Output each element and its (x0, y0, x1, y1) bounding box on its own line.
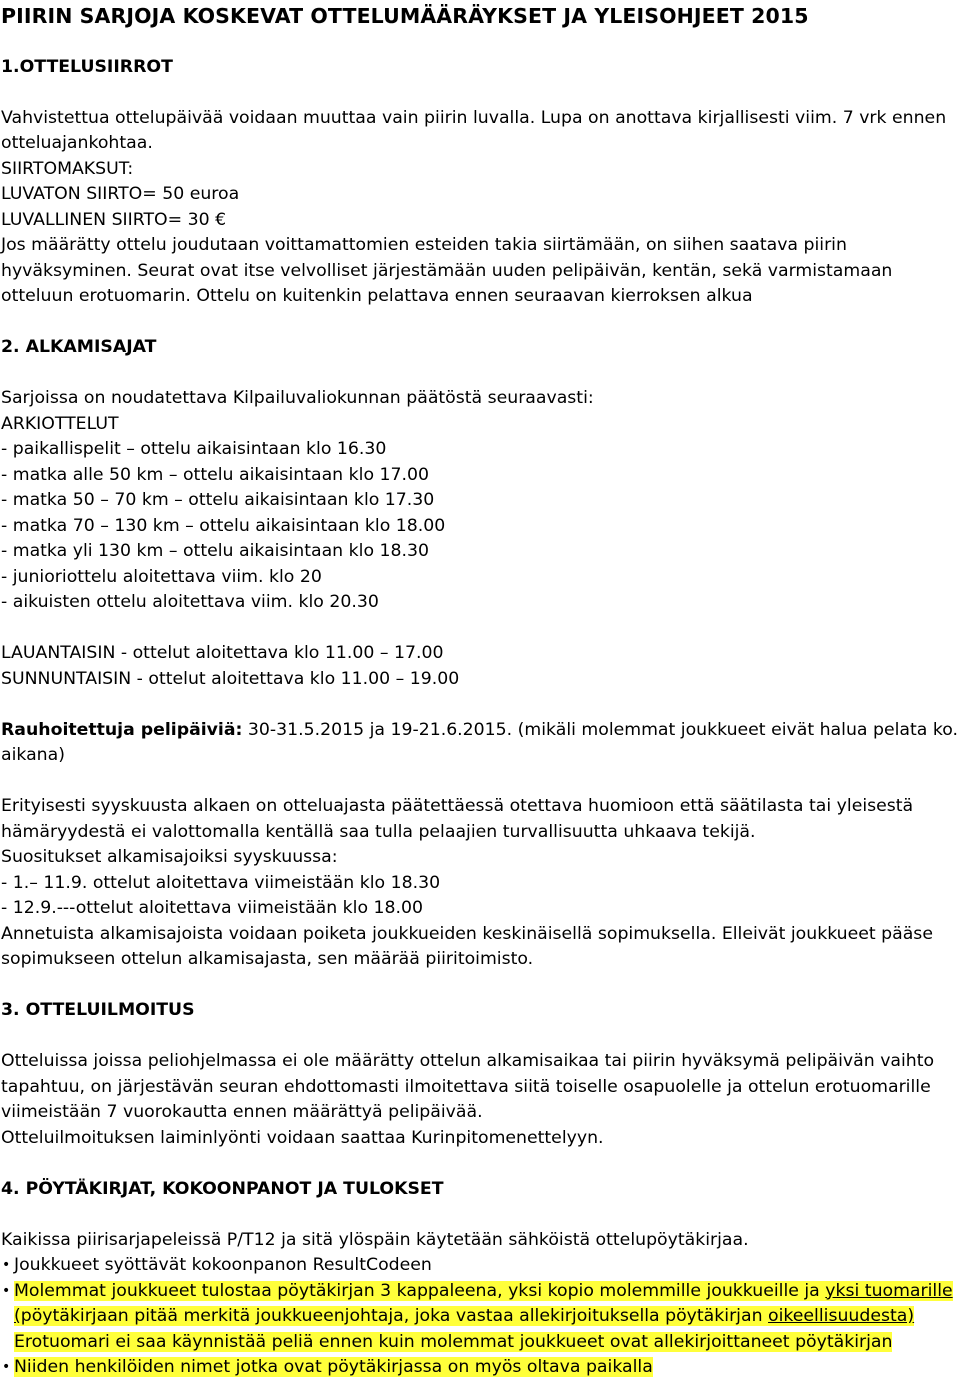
highlighted-text: Niiden henkilöiden nimet jotka ovat pöytäkirjassa on myös oltava paikalla (14, 1357, 653, 1377)
rest-days-label: Rauhoitettuja pelipäiviä: (1, 719, 243, 740)
highlighted-text: Erotuomari ei saa käynnistää peliä ennen kuin molemmat joukkueet ovat allekirjoittaneet pöytäkirjan (14, 1331, 893, 1352)
section-3-paragraph-2: Otteluilmoituksen laiminlyönti voidaan saattaa Kurinpitomenettelyyn. (1, 1127, 604, 1148)
weekday-rule: - matka yli 130 km – ottelu aikaisintaan klo 18.30 (1, 541, 429, 561)
weekday-label: ARKIOTTELUT (1, 413, 119, 434)
autumn-paragraph: Erityisesti syyskuusta alkaen on otteluajasta päätettäessä otettava huomioon että säätilasta tai yleisestä hämäryydestä ei valottomalla kentällä saa tulla pelaajien turvallisuutta uhkaava tekijä. (1, 796, 914, 842)
weekday-rule: - paikallispelit – ottelu aikaisintaan klo 16.30 (1, 439, 387, 459)
autumn-rule: - 12.9.---ottelut aloitettava viimeistään klo 18.00 (1, 898, 423, 918)
weekday-rule: - matka alle 50 km – ottelu aikaisintaan klo 17.00 (1, 464, 429, 485)
bullet-icon: • (2, 1359, 11, 1375)
bullet-icon: • (2, 1257, 11, 1273)
weekday-rule: - aikuisten ottelu aloitettava viim. klo 20.30 (1, 592, 379, 612)
transfer-fee-unauthorized: LUVATON SIIRTO= 50 euroa (1, 184, 240, 204)
underlined-highlighted-text: oikeellisuudesta) (768, 1306, 915, 1326)
bullet-icon: • (2, 1282, 11, 1299)
list-item-text: Joukkueet syöttävät kokoonpanon ResultCodeen (14, 1255, 432, 1275)
weekday-rule: - matka 70 – 130 km – ottelu aikaisintaan klo 18.00 (1, 515, 446, 536)
section-2-intro: Sarjoissa on noudatettava Kilpailuvaliokunnan päätöstä seuraavasti: (1, 388, 594, 408)
highlighted-text: pöytäkirjaan pitää merkitä joukkueenjohtaja, joka vastaa allekirjoituksella pöytäkirjan (20, 1306, 769, 1326)
autumn-rule: - 1.– 11.9. ottelut aloitettava viimeistään klo 18.30 (1, 872, 441, 893)
transfer-fee-authorized: LUVALLINEN SIIRTO= 30 € (1, 209, 227, 230)
deviation-paragraph: Annetuista alkamisajoista voidaan poiketa joukkueiden keskinäisellä sopimuksella. Elleivät joukkueet pääse sopimukseen ottelun alkamisajasta, sen määrää piiritoimisto. (1, 923, 933, 969)
section-1-heading: 1.OTTELUSIIRROT (1, 56, 173, 77)
sunday-rule: SUNNUNTAISIN - ottelut aloitettava klo 11.00 – 19.00 (1, 668, 460, 689)
protocol-bullet-list (1, 1253, 960, 1381)
section-2-heading: 2. ALKAMISAJAT (1, 337, 157, 357)
saturday-rule: LAUANTAISIN - ottelut aloitettava klo 11.00 – 17.00 (1, 643, 444, 663)
weekday-rule: - junioriottelu aloitettava viim. klo 20 (1, 566, 322, 587)
section-3-heading: 3. OTTELUILMOITUS (1, 1000, 195, 1020)
section-3-paragraph-1: Otteluissa joissa peliohjelmassa ei ole määrätty ottelun alkamisaikaa tai piirin hyväksymä pelipäivän vaihto tapahtuu, on järjestävän seuran ehdottomasti ilmoitettava siitä toiselle osapuolelle ja ottelun erotuomarille viimeistään 7 vuorokautta ennen määrättyä pelipäivää. (1, 1051, 935, 1122)
rest-days-text: 30-31.5.2015 ja 19-21.6.2015. (mikäli molemmat joukkueet eivät halua pelata ko. aikana) (1, 719, 958, 765)
list-item (1, 1279, 960, 1356)
autumn-label: Suositukset alkamisajoiksi syyskuussa: (1, 847, 338, 867)
weekday-rule: - matka 50 – 70 km – ottelu aikaisintaan klo 17.30 (1, 490, 435, 510)
highlighted-text: Molemmat joukkueet tulostaa pöytäkirjan 3 kappaleena, yksi kopio molemmille joukkueille ja (14, 1280, 826, 1301)
document-title: PIIRIN SARJOJA KOSKEVAT OTTELUMÄÄRÄYKSET JA YLEISOHJEET 2015 (1, 4, 809, 28)
underlined-highlighted-text: yksi tuomarille ( (14, 1280, 953, 1326)
section-4-intro: Kaikissa piirisarjapeleissä P/T12 ja sitä ylöspäin käytetään sähköistä ottelupöytäkirjaa. (1, 1229, 749, 1250)
rest-days-paragraph (1, 718, 960, 769)
section-4-heading: 4. PÖYTÄKIRJAT, KOKOONPANOT JA TULOKSET (1, 1178, 444, 1199)
section-1-paragraph-2: Jos määrätty ottelu joudutaan voittamattomien esteiden takia siirtämään, on siihen saatava piirin hyväksyminen. Seurat ovat itse velvolliset järjestämään uuden pelipäivän, kentän, sekä varmistamaan otteluun erotuomarin. Ottelu on kuitenkin pelattava ennen seuraavan kierroksen alkua (1, 235, 893, 306)
list-item (1, 1253, 960, 1279)
section-1-paragraph-1: Vahvistettua ottelupäivää voidaan muuttaa vain piirin luvalla. Lupa on anottava kirjallisesti viim. 7 vrk ennen otteluajankohtaa. (1, 107, 947, 153)
transfer-fees-label: SIIRTOMAKSUT: (1, 158, 134, 179)
list-item (1, 1355, 960, 1381)
